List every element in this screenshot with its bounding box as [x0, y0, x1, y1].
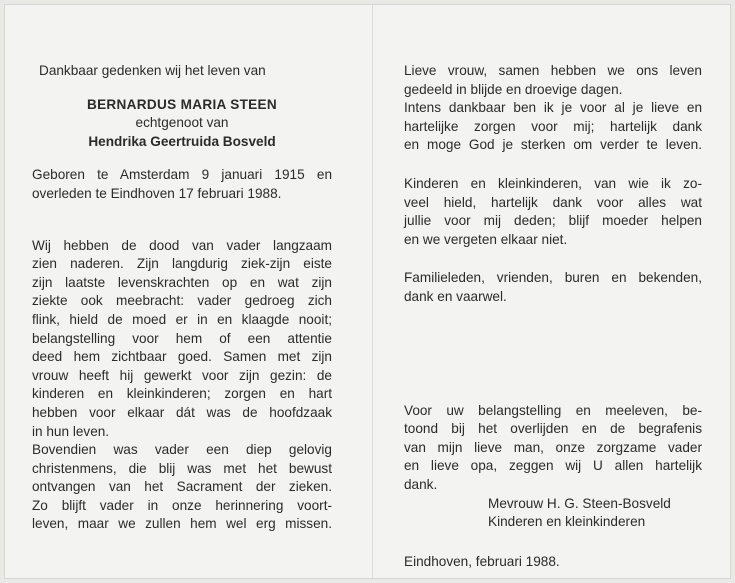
- text-line: hartelijke zorgen voor mij; hartelijk dank: [404, 118, 702, 134]
- text-line: en moge God je sterken om verder te leven.: [404, 137, 702, 153]
- text-line: christenmens, die blij was met het bewust: [32, 460, 332, 476]
- relation-text: echtgenoot van: [135, 115, 229, 131]
- text-line: vrouw heeft hij gewerkt voor zijn gezin: de: [32, 367, 332, 383]
- birth-death-block: [32, 166, 332, 203]
- text-line: leven, maar we zullen hem wel erg missen.: [32, 516, 332, 532]
- memorial-card: [4, 4, 731, 579]
- text-line: Voor uw belangstelling en meeleven, be-: [404, 402, 702, 418]
- text-line: kinderen en kleinkinderen; zorgen en hart: [32, 386, 332, 402]
- text-line: en we vergeten elkaar niet.: [404, 231, 568, 247]
- text-line: dank.: [404, 476, 438, 492]
- text-line: veel hield, hartelijk dank voor alles wat: [404, 194, 702, 210]
- text-line: van mijn lieve man, onze zorgzame vader: [404, 439, 702, 455]
- right-page: [404, 62, 702, 571]
- text-line: in hun leven.: [32, 423, 110, 439]
- signature-block: [404, 495, 702, 532]
- text-line: ontvangen van het Sacrament der zieken.: [32, 479, 332, 495]
- text-line: overleden te Eindhoven 17 februari 1988.: [32, 185, 282, 201]
- text-line: Zo blijft vader in onze herinnering voort-: [32, 497, 332, 513]
- signature-line: Mevrouw H. G. Steen-Bosveld: [488, 495, 671, 511]
- text-line: Lieve vrouw, samen hebben we ons leven: [404, 63, 702, 78]
- place-date: Eindhoven, februari 1988.: [404, 553, 560, 569]
- text-line: jullie voor mij deden; blijf moeder helpen: [404, 213, 702, 229]
- children-message-block: [404, 175, 702, 249]
- text-line: flink, hield de moed er in en klaagde nooit;: [32, 311, 332, 327]
- left-page: [32, 62, 332, 534]
- text-line: hebben voor elkaar dát was de hoofdzaak: [32, 404, 332, 420]
- spouse-name: Hendrika Geertruida Bosveld: [88, 133, 276, 149]
- intro-text: Dankbaar gedenken wij het leven van: [39, 63, 266, 78]
- thanks-message-block: [404, 402, 702, 495]
- deceased-name: BERNARDUS MARIA STEEN: [86, 96, 278, 112]
- text-line: zien naderen. Zijn langdurig ziek-zijn eiste: [32, 256, 332, 272]
- text-line: en lieve opa, zeggen wij U allen hartelijk: [404, 458, 702, 474]
- text-line: Geboren te Amsterdam 9 januari 1915 en: [32, 167, 332, 183]
- life-story-block: [32, 237, 332, 535]
- text-line: ziekte ook meebracht: vader gedroeg zich: [32, 293, 332, 309]
- text-line: Bovendien was vader een diep gelovig: [32, 442, 332, 458]
- center-fold: [372, 5, 373, 578]
- text-line: Wij hebben de dood van vader langzaam: [32, 237, 332, 253]
- family-message-block: [404, 269, 702, 306]
- text-line: Kinderen en kleinkinderen, van wie ik zo-: [404, 175, 702, 191]
- text-line: toond bij het overlijden en de begrafenis: [404, 421, 702, 437]
- text-line: gedeeld in blijde en droevige dagen.: [404, 81, 623, 97]
- text-line: Familieleden, vrienden, buren en bekenden,: [404, 270, 702, 286]
- signature-line: Kinderen en kleinkinderen: [488, 514, 646, 530]
- text-line: zijn laatste levenskrachten op en wat zijn: [32, 274, 332, 290]
- wife-message-block: [404, 62, 702, 155]
- text-line: deed hem zichtbaar goed. Samen met zijn: [32, 349, 332, 365]
- text-line: belangstelling voor hem of een attentie: [32, 330, 332, 346]
- text-line: dank en vaarwel.: [404, 288, 507, 304]
- text-line: Intens dankbaar ben ik je voor al je lieve en: [404, 100, 702, 116]
